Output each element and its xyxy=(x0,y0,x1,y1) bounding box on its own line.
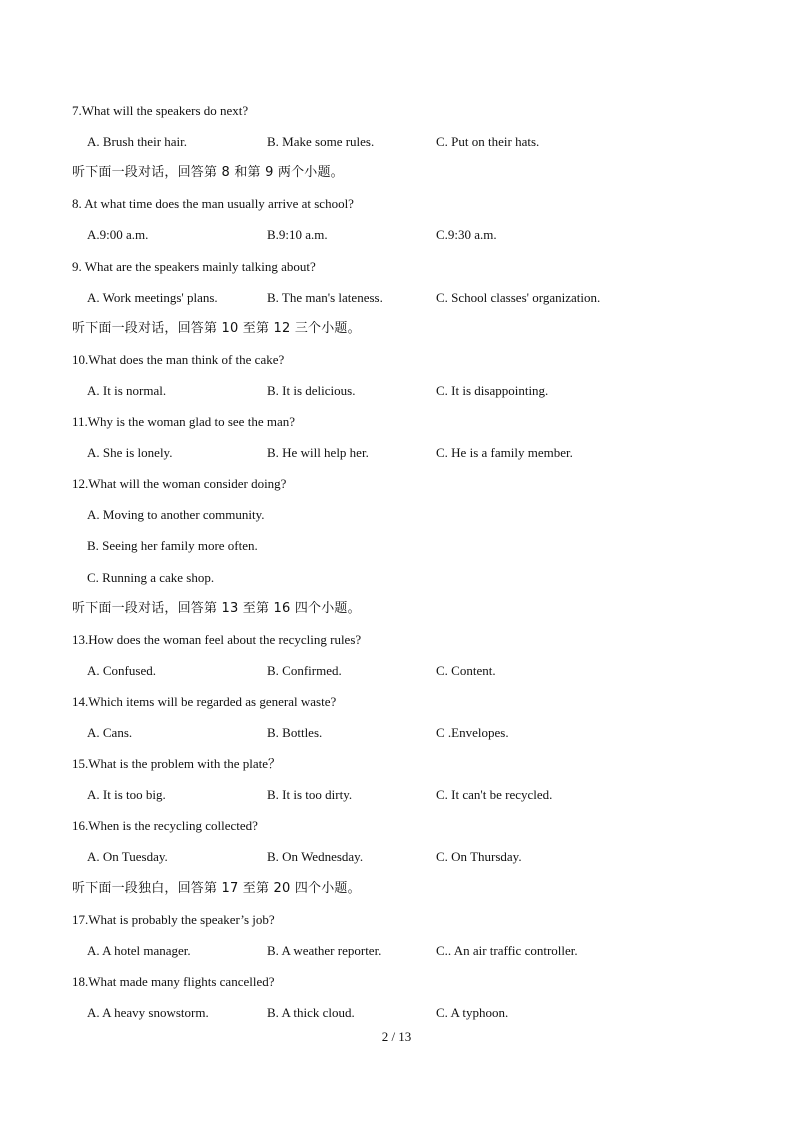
answer-option: C .Envelopes. xyxy=(436,725,509,740)
question-text: 16.When is the recycling collected? xyxy=(72,818,258,833)
answer-option: A.9:00 a.m. xyxy=(87,227,149,242)
answer-option: B.9:10 a.m. xyxy=(267,227,328,242)
answer-option: A. A hotel manager. xyxy=(87,943,191,958)
answer-option: A. Confused. xyxy=(87,663,156,678)
answer-option: B. On Wednesday. xyxy=(267,849,364,864)
answer-option: B. Make some rules. xyxy=(267,134,375,149)
answer-option: A. A heavy snowstorm. xyxy=(87,1005,209,1020)
answer-option: B. It is delicious. xyxy=(267,383,356,398)
answer-option: C. A typhoon. xyxy=(436,1005,509,1020)
answer-option: C.9:30 a.m. xyxy=(436,227,497,242)
answer-option: C. Content. xyxy=(436,663,496,678)
question-text: 11.Why is the woman glad to see the man? xyxy=(72,414,295,429)
answer-option: A. She is lonely. xyxy=(87,445,173,460)
answer-option: A. Moving to another community. xyxy=(87,507,265,522)
section-instruction: 听下面一段对话，回答第 13 至第 16 四个小题。 xyxy=(72,601,361,616)
section-instruction: 听下面一段对话，回答第 10 至第 12 三个小题。 xyxy=(72,321,361,336)
page-number: 2 / 13 xyxy=(381,1029,412,1044)
question-text: 13.How does the woman feel about the recycling rules? xyxy=(72,632,362,647)
answer-option: C. School classes' organization. xyxy=(436,290,601,305)
answer-option: B. A weather reporter. xyxy=(267,943,382,958)
question-text: 15.What is the problem with the plate？ xyxy=(72,756,282,771)
answer-option: A. Cans. xyxy=(87,725,133,740)
answer-option: C. On Thursday. xyxy=(436,849,522,864)
answer-option: B. Bottles. xyxy=(267,725,323,740)
answer-option: A. It is too big. xyxy=(87,787,166,802)
answer-option: B. A thick cloud. xyxy=(267,1005,355,1020)
answer-option: B. It is too dirty. xyxy=(267,787,353,802)
answer-option: A. On Tuesday. xyxy=(87,849,168,864)
answer-option: A. It is normal. xyxy=(87,383,167,398)
answer-option: B. Seeing her family more often. xyxy=(87,538,258,553)
question-text: 7.What will the speakers do next? xyxy=(72,103,249,118)
answer-option: C. It is disappointing. xyxy=(436,383,549,398)
question-text: 12.What will the woman consider doing? xyxy=(72,476,287,491)
question-text: 10.What does the man think of the cake? xyxy=(72,352,285,367)
answer-option: C. He is a family member. xyxy=(436,445,573,460)
question-text: 9. What are the speakers mainly talking about? xyxy=(72,259,316,274)
answer-option: B. Confirmed. xyxy=(267,663,342,678)
answer-option: C.. An air traffic controller. xyxy=(436,943,578,958)
section-instruction: 听下面一段对话，回答第 8 和第 9 两个小题。 xyxy=(72,165,344,180)
section-instruction: 听下面一段独白，回答第 17 至第 20 四个小题。 xyxy=(72,881,361,896)
answer-option: A. Brush their hair. xyxy=(87,134,188,149)
question-text: 8. At what time does the man usually arrive at school? xyxy=(72,196,354,211)
answer-option: B. He will help her. xyxy=(267,445,369,460)
answer-option: B. The man's lateness. xyxy=(267,290,383,305)
answer-option: C. Put on their hats. xyxy=(436,134,540,149)
answer-option: A. Work meetings' plans. xyxy=(87,290,218,305)
answer-option: C. It can't be recycled. xyxy=(436,787,553,802)
question-text: 17.What is probably the speaker’s job? xyxy=(72,912,275,927)
question-text: 18.What made many flights cancelled? xyxy=(72,974,275,989)
answer-option: C. Running a cake shop. xyxy=(87,570,215,585)
question-text: 14.Which items will be regarded as general waste? xyxy=(72,694,337,709)
